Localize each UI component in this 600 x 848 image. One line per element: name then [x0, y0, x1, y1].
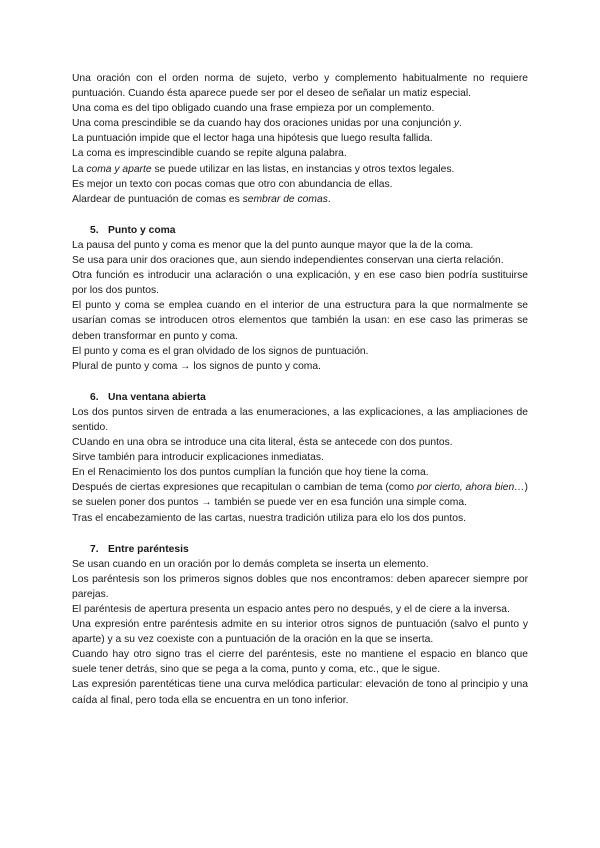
intro-paragraph: Una coma prescindible se da cuando hay dos oraciones unidas por una conjunción y. — [72, 118, 462, 130]
section-una-ventana-abierta — [72, 390, 528, 526]
section-paragraph: Tras el encabezamiento de las cartas, nuestra tradición utiliza para elo los dos puntos. — [72, 512, 466, 524]
section-punto-y-coma — [72, 223, 528, 374]
section-paragraph: Se usa para unir dos oraciones que, aun siendo independientes conservan una cierta relación. — [72, 255, 504, 267]
section-number: 6. — [90, 391, 99, 403]
section-paragraph: La pausa del punto y coma es menor que la del punto aunque mayor que la de la coma. — [72, 239, 474, 251]
section-entre-parentesis — [72, 542, 528, 708]
section-paragraph: Las expresión parentéticas tiene una curva melódica particular: elevación de tono al principio y una caída al final, pero toda ella se encuentra en un tono inferior. — [72, 679, 528, 706]
section-number: 7. — [90, 543, 99, 555]
intro-paragraph: La puntuación impide que el lector haga una hipótesis que luego resulta fallida. — [72, 133, 433, 145]
document-page — [72, 71, 528, 708]
section-paragraph: Los dos puntos sirven de entrada a las enumeraciones, a las explicaciones, a las ampliaciones de sentido. — [72, 406, 528, 433]
emphasis: por cierto, ahora bien… — [416, 482, 525, 494]
intro-paragraph: Es mejor un texto con pocas comas que otro con abundancia de ellas. — [72, 178, 393, 190]
section-paragraph: Sirve también para introducir explicaciones inmediatas. — [72, 452, 324, 464]
section-title: Punto y coma — [108, 224, 176, 236]
intro-paragraph: La coma y aparte se puede utilizar en las listas, en instancias y otros textos legales. — [72, 163, 455, 175]
section-paragraph: El punto y coma es el gran olvidado de los signos de puntuación. — [72, 345, 369, 357]
section-paragraph: Otra función es introducir una aclaración o una explicación, y en ese caso bien podría sustituirse por los dos puntos. — [72, 270, 528, 297]
section-paragraph: Cuando hay otro signo tras el cierre del paréntesis, este no mantiene el espacio en blanco que suele tener detrás, sino que se pega a la coma, punto y coma, etc., que le sigue. — [72, 649, 528, 676]
section-heading — [72, 542, 528, 557]
intro-paragraph: Alardear de puntuación de comas es sembrar de comas. — [72, 193, 331, 205]
intro-paragraph: Una coma es del tipo obligado cuando una frase empieza por un complemento. — [72, 103, 435, 115]
section-title: Entre paréntesis — [108, 543, 189, 555]
emphasis: sembrar de comas — [242, 193, 328, 205]
section-number: 5. — [90, 224, 99, 236]
section-paragraph: En el Renacimiento los dos puntos cumplían la función que hoy tiene la coma. — [72, 467, 429, 479]
section-heading — [72, 223, 528, 238]
section-heading — [72, 390, 528, 405]
section-paragraph: CUando en una obra se introduce una cita literal, ésta se antecede con dos puntos. — [72, 437, 453, 449]
section-title: Una ventana abierta — [108, 391, 206, 403]
section-paragraph: El paréntesis de apertura presenta un espacio antes pero no después, y el de ciere a la inversa. — [72, 604, 510, 615]
section-paragraph: Plural de punto y coma → los signos de punto y coma. — [72, 360, 321, 372]
section-paragraph: Se usan cuando en un oración por lo demás completa se inserta un elemento. — [72, 558, 429, 570]
intro-paragraph: La coma es imprescindible cuando se repite alguna palabra. — [72, 148, 347, 160]
section-paragraph: Los paréntesis son los primeros signos dobles que nos encontramos: deben aparecer siempre por parejas. — [72, 573, 528, 600]
emphasis: coma y aparte — [86, 163, 152, 175]
section-paragraph: Después de ciertas expresiones que recapitulan o cambian de tema (como por cierto, ahora bien…) se suelen poner dos puntos → también se puede ver en esa función una simple coma. — [72, 482, 528, 509]
section-paragraph: Una expresión entre paréntesis admite en su interior otros signos de puntuación (salvo el punto y aparte) y a su vez coexiste con a puntuación de la oración en la que se inserta. — [72, 619, 528, 646]
emphasis: y — [453, 118, 459, 130]
intro-block — [72, 71, 528, 207]
section-paragraph: El punto y coma se emplea cuando en el interior de una estructura para la que normalmente se usarían comas se introducen otros elementos que también la usan: en ese caso las primeras se deben transformar en punto y coma. — [72, 300, 528, 342]
intro-paragraph: Una oración con el orden norma de sujeto, verbo y complemento habitualmente no requiere puntuación. Cuando ésta aparece puede ser por el deseo de señalar un matiz especial. — [72, 73, 528, 100]
